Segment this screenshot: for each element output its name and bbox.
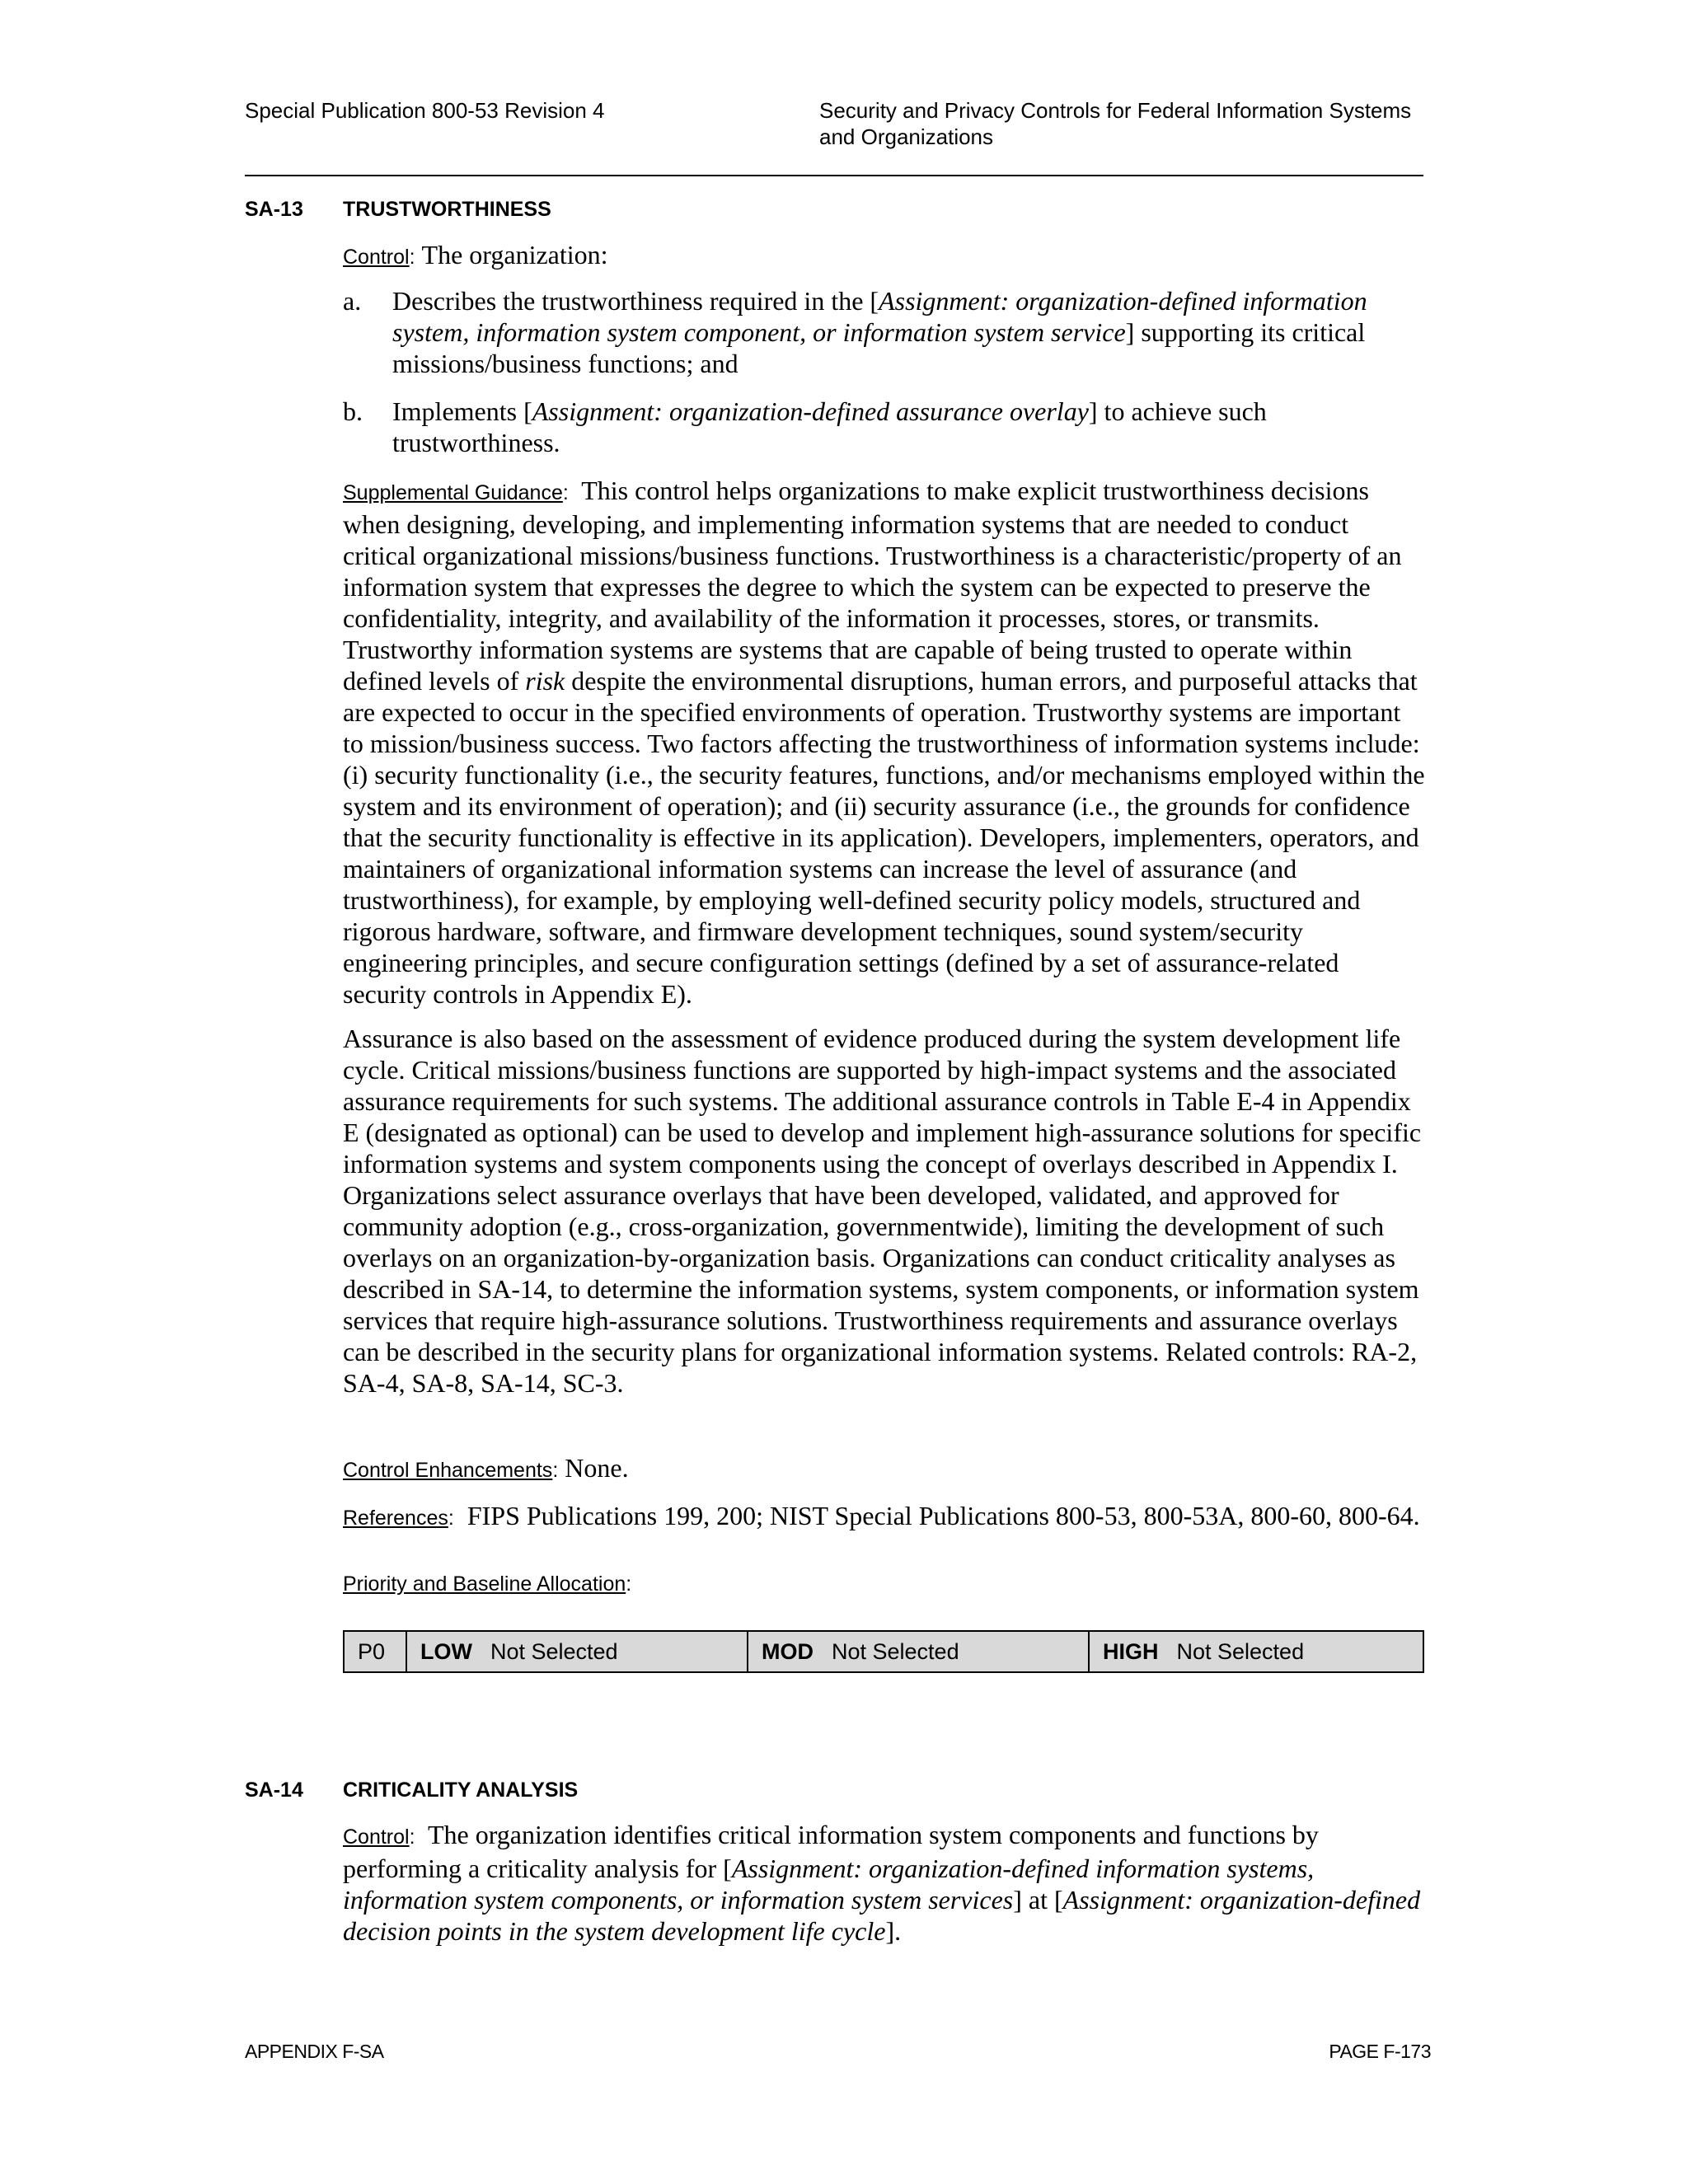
guidance-paragraph-2: Assurance is also based on the assessment of evidence produced during the system development life cycle. Critical missions/business functions are supported by high-impact systems and the associated assurance requirements for such systems. The additional assurance controls in Table E-4 in Appendix E (designated as optional) can be used to develop and implement high-assurance solutions for specific information systems and system components using the concept of overlays described in Appendix I. Organizations select assurance overlays that have been developed, validated, and approved for community adoption (e.g., cross-organization, governmentwide), limiting the development of such overlays on an organization-by-organization basis. Organizations can conduct criticality analyses as described in SA-14, to determine the information systems, system components, or information system services that require high-assurance solutions. Trustworthiness requirements and assurance overlays can be described in the security plans for organizational information systems. Related controls: RA-2, SA-4, SA-8, SA-14, SC-3. bbox=[343, 1024, 1422, 1398]
baseline-allocation-table bbox=[343, 1630, 1424, 1673]
section-id-sa14: SA-14 bbox=[245, 1779, 303, 1802]
references-text: FIPS Publications 199, 200; NIST Special Publications 800-53, 800-53A, 800-60, 800-64. bbox=[467, 1501, 1420, 1530]
mod-baseline-cell: MOD Not Selected bbox=[748, 1632, 1090, 1671]
enhancements-label: Control Enhancements bbox=[343, 1459, 553, 1482]
control-label: Control bbox=[343, 246, 410, 269]
publication-title: Special Publication 800-53 Revision 4 bbox=[245, 98, 605, 123]
references-label: References bbox=[343, 1507, 448, 1530]
document-title bbox=[819, 97, 1429, 150]
priority-baseline: Priority and Baseline Allocation: bbox=[343, 1572, 632, 1596]
document-title-line1: Security and Privacy Controls for Federal Information Systems bbox=[819, 98, 1412, 123]
low-baseline-cell: LOW Not Selected bbox=[407, 1632, 748, 1671]
assignment-text: Assignment: organization-defined assurance overlay bbox=[532, 396, 1089, 426]
assignment-text: Assignment: organization-defined information system, information system component, or information system service bbox=[392, 286, 1367, 347]
footer-appendix: APPENDIX F-SA bbox=[245, 2041, 384, 2062]
document-title-line2: and Organizations bbox=[819, 124, 994, 149]
item-text: Describes the trustworthiness required in the [Assignment: organization-defined information system, information system component, or information system service] supporting its critical missions/business functions; and bbox=[392, 286, 1367, 378]
priority-label: Priority and Baseline Allocation bbox=[343, 1572, 626, 1596]
footer-page-number: PAGE F-173 bbox=[1329, 2041, 1431, 2062]
sa14-control: Control: The organization identifies critical information system components and functions by performing a criticality analysis for [Assignment: organization-defined information systems, information system components, or information system services] at [Assignment: organization-defined decision points in the system development life cycle]. bbox=[343, 1820, 1421, 1946]
supplemental-guidance bbox=[343, 475, 1427, 1399]
high-baseline-cell: HIGH Not Selected bbox=[1103, 1638, 1305, 1664]
control-intro: The organization: bbox=[421, 240, 608, 269]
guidance-label: Supplemental Guidance bbox=[343, 481, 563, 504]
item-letter: a. bbox=[343, 286, 362, 316]
guidance-paragraph-1: Supplemental Guidance: This control helps organizations to make explicit trustworthiness decisions when designing, developing, and implementing information systems that are needed to conduct critical organizational missions/business functions. Trustworthiness is a characteristic/property of an information system that expresses the degree to which the system can be expected to preserve the confidentiality, integrity, and availability of the information it processes, stores, or transmits. Trustworthy information systems are systems that are capable of being trusted to operate within defined levels of risk despite the environmental disruptions, human errors, and purposeful attacks that are expected to occur in the specified environments of operation. Trustworthy systems are important to mission/business success. Two factors affecting the trustworthiness of information systems include: (i) security functionality (i.e., the security features, functions, and/or mechanisms employed within the system and its environment of operation); and (ii) security assurance (i.e., the grounds for confidence that the security functionality is effective in its application). Developers, implementers, operators, and maintainers of organizational information systems can increase the level of assurance (and trustworthiness), for example, by employing well-defined security policy models, structured and rigorous hardware, software, and firmware development techniques, sound system/security engineering principles, and secure configuration settings (defined by a set of assurance-related security controls in Appendix E). bbox=[343, 476, 1425, 1009]
page-header bbox=[245, 97, 1423, 176]
section-id-sa13: SA-13 bbox=[245, 198, 303, 221]
section-title-sa13: TRUSTWORTHINESS bbox=[343, 198, 551, 221]
enhancements-text: None. bbox=[565, 1453, 629, 1483]
control-enhancements: Control Enhancements: None. bbox=[343, 1453, 629, 1483]
sa13-control: Control: The organization: bbox=[343, 240, 608, 269]
item-text: Implements [Assignment: organization-defined assurance overlay] to achieve such trustworthiness. bbox=[392, 396, 1267, 457]
item-letter: b. bbox=[343, 396, 363, 426]
header-divider bbox=[245, 175, 1423, 176]
section-title-sa14: CRITICALITY ANALYSIS bbox=[343, 1779, 579, 1802]
priority-cell: P0 bbox=[345, 1632, 407, 1671]
references: References: FIPS Publications 199, 200; NIST Special Publications 800-53, 800-53A, 800-60, 800-64. bbox=[343, 1501, 1420, 1530]
control-label: Control bbox=[343, 1825, 410, 1849]
